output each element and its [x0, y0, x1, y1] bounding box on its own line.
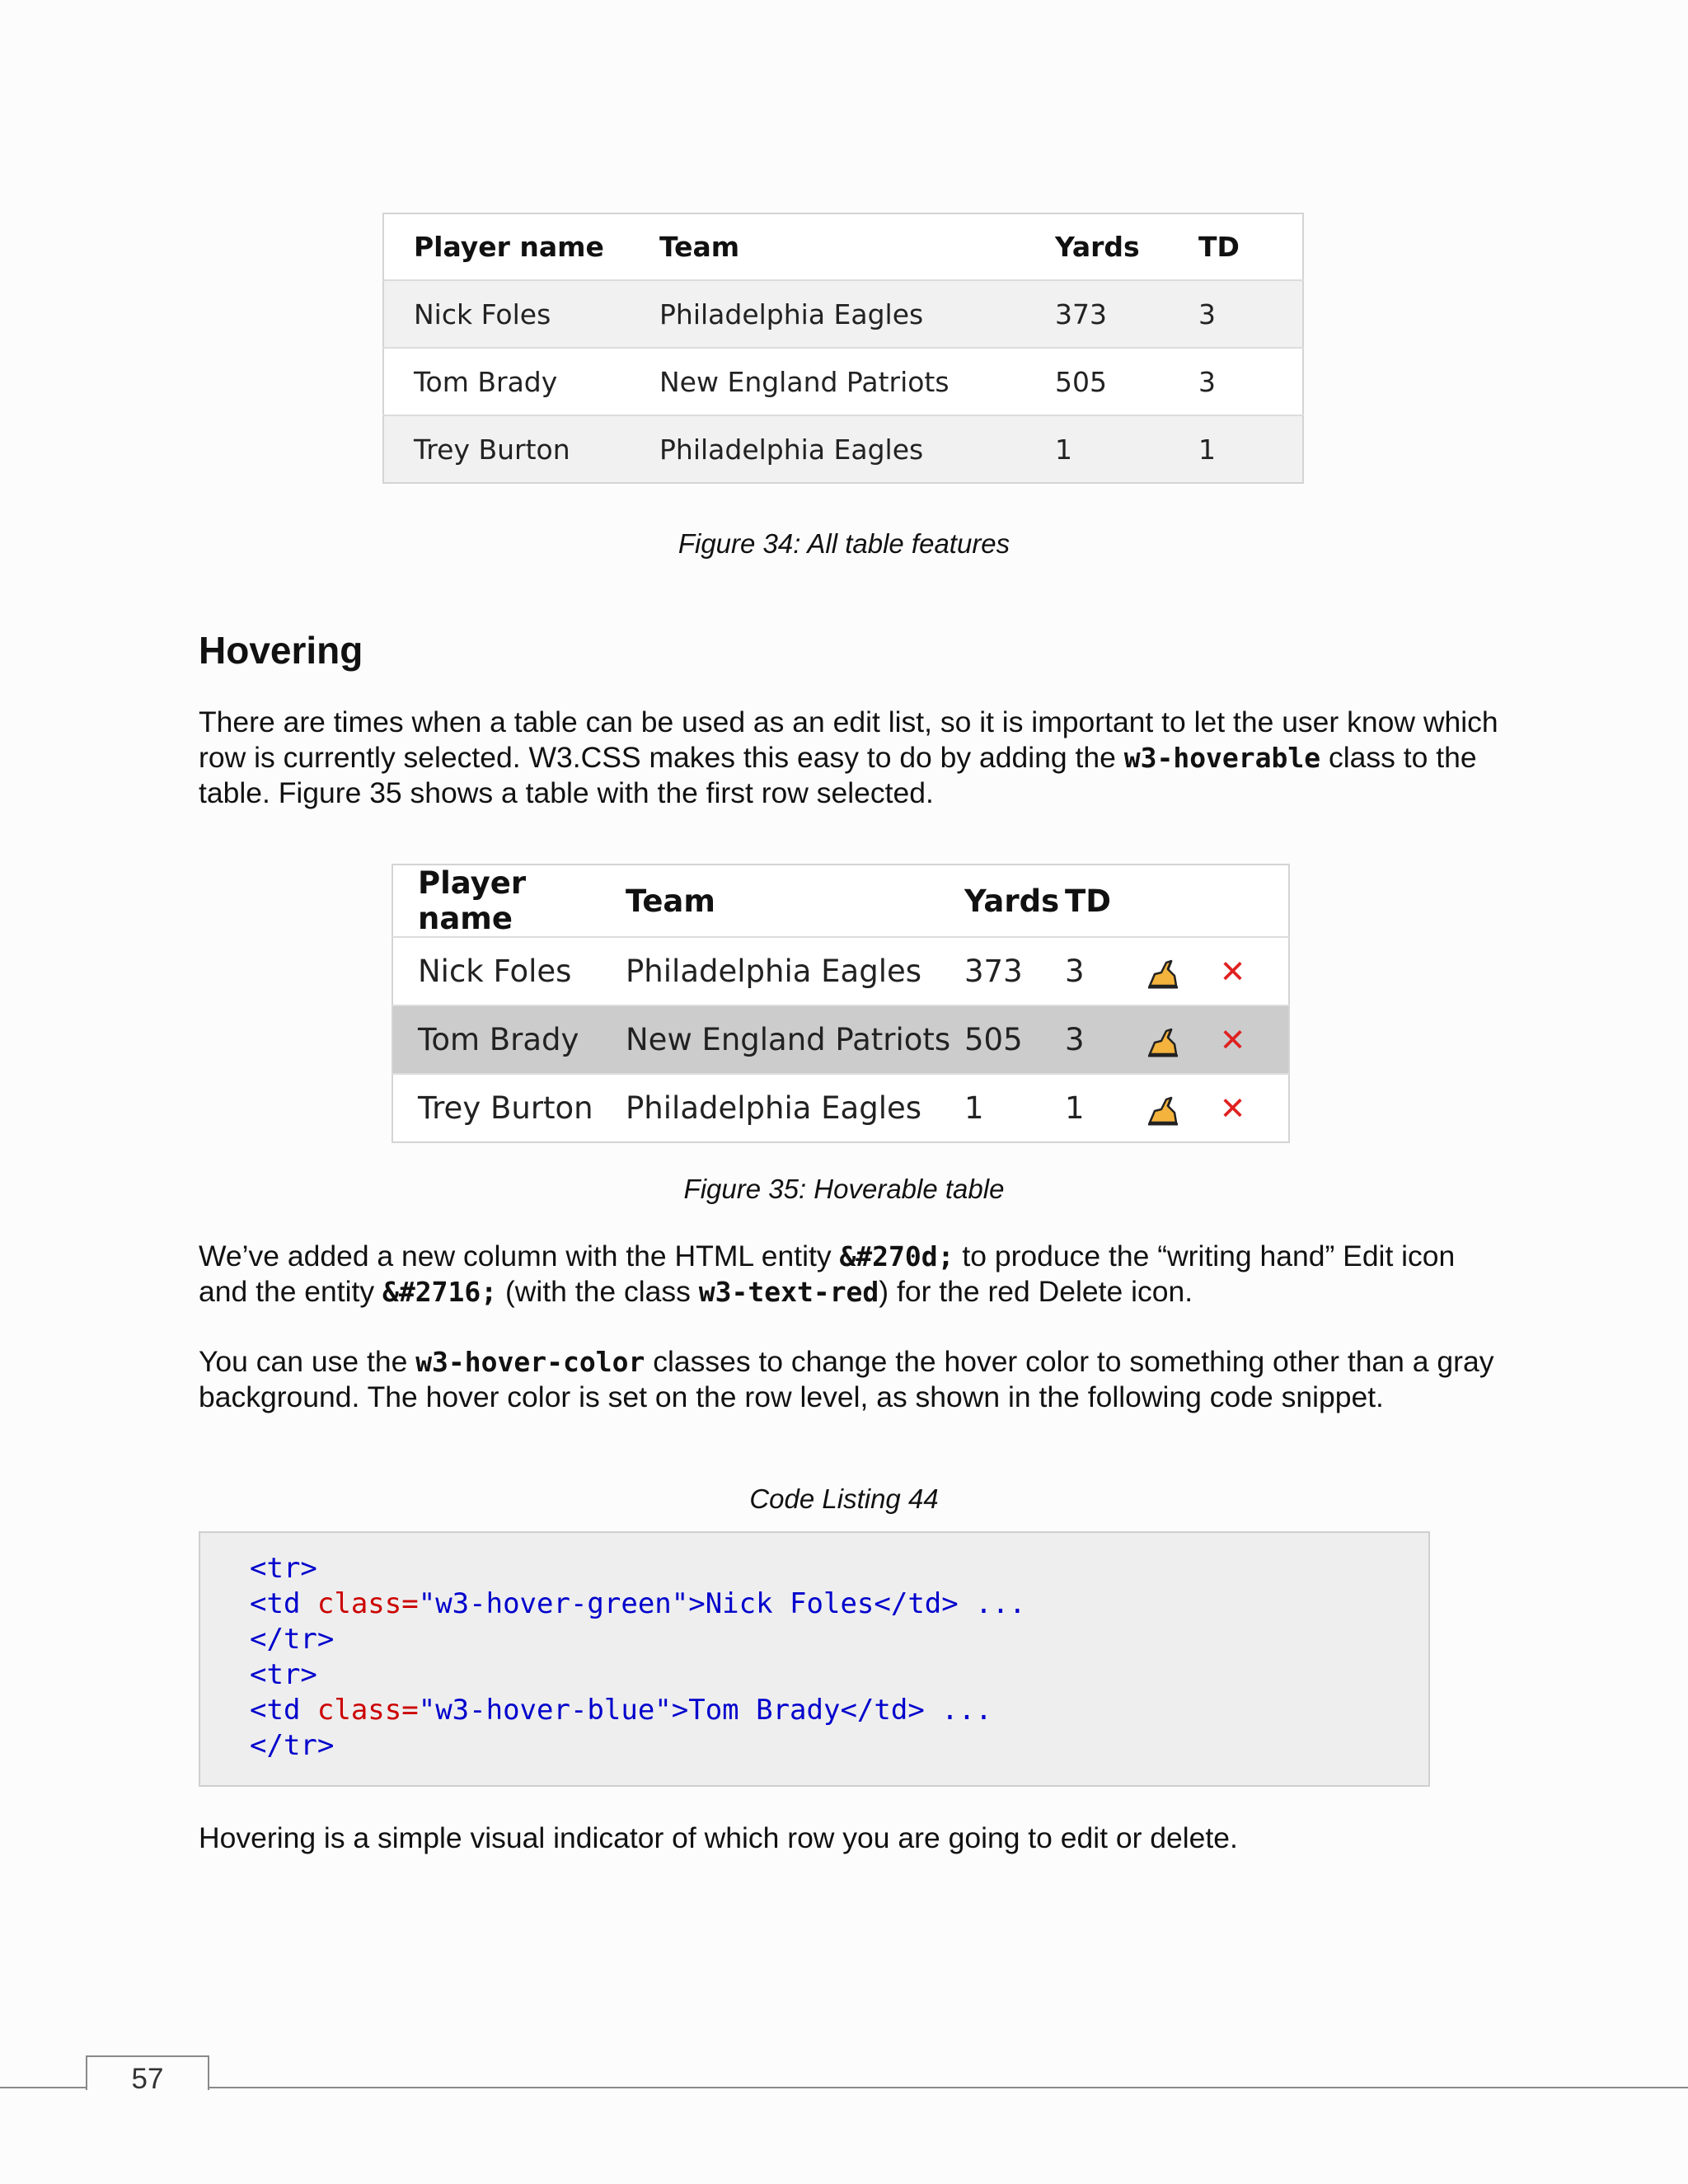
column-header: Team [626, 883, 715, 919]
paragraph-text: to produce the “writing hand” Edit icon and the entity [199, 1240, 1456, 1308]
inline-code: &#270d; [839, 1240, 954, 1272]
table-header-row [392, 865, 1289, 937]
table-cell: Trey Burton [383, 415, 659, 483]
page-number: 57 [86, 2055, 209, 2090]
table-cell: Philadelphia Eagles [626, 1074, 964, 1142]
table-row [383, 348, 1303, 415]
column-header-empty [1193, 865, 1289, 937]
paragraph [199, 1344, 1501, 1415]
table-cell: 373 [964, 937, 1065, 1005]
column-header: Player name [414, 231, 604, 263]
paragraph [199, 1239, 1501, 1310]
table-cell: Tom Brady [392, 1005, 626, 1074]
table-cell: New England Patriots [626, 1005, 964, 1074]
hoverable-table [392, 864, 1290, 1143]
table-cell: Philadelphia Eagles [626, 937, 964, 1005]
table-row[interactable] [392, 1074, 1289, 1142]
paragraph [199, 705, 1501, 811]
all-features-table [382, 213, 1304, 484]
table-cell: 1 [964, 1074, 1065, 1142]
code-listing-caption: Code Listing 44 [749, 1483, 939, 1514]
column-header: Yards [964, 883, 1060, 919]
writing-hand-icon[interactable] [1132, 1074, 1193, 1142]
code-line: <tr> [250, 1658, 317, 1691]
table-cell: New England Patriots [659, 348, 1055, 415]
code-line: <tr> [250, 1552, 317, 1585]
column-header: Yards [1055, 231, 1140, 263]
code-listing [199, 1531, 1430, 1787]
table-cell: 3 [1198, 280, 1303, 348]
code-line: </tr> [250, 1729, 335, 1762]
figure-caption: Figure 35: Hoverable table [683, 1174, 1005, 1204]
writing-hand-icon[interactable] [1132, 937, 1193, 1005]
paragraph-text: ) for the red Delete icon. [879, 1275, 1193, 1308]
paragraph-text: We’ve added a new column with the HTML entity [199, 1240, 840, 1272]
figure-caption: Figure 34: All table features [678, 528, 1010, 559]
code-token: <td [250, 1587, 317, 1620]
column-header: Player name [418, 865, 527, 936]
code-token: "w3-hover-blue">Tom Brady</td> ... [418, 1694, 992, 1727]
inline-code: &#2716; [382, 1276, 498, 1308]
table-cell: 1 [1198, 415, 1303, 483]
code-attribute: class= [316, 1694, 419, 1727]
inline-code: w3-text-red [698, 1276, 879, 1308]
table-cell: 373 [1055, 280, 1198, 348]
table-cell: Trey Burton [392, 1074, 626, 1142]
column-header: TD [1065, 883, 1111, 919]
paragraph-text: There are times when a table can be used as an edit list, so it is important to let the user know which row is currently selected. W3.CSS makes this easy to do by adding the [199, 705, 1498, 774]
code-token: <td [250, 1694, 317, 1727]
table-cell: 3 [1198, 348, 1303, 415]
code-attribute: class= [316, 1587, 419, 1620]
delete-x-icon[interactable]: ✕ [1193, 937, 1289, 1005]
inline-code: w3-hoverable [1123, 742, 1321, 774]
table-cell: Tom Brady [383, 348, 659, 415]
inline-code: w3-hover-color [415, 1346, 645, 1378]
code-line: </tr> [250, 1623, 335, 1656]
column-header-empty [1132, 865, 1193, 937]
table-cell: 505 [1055, 348, 1198, 415]
footer-rule [0, 2087, 1688, 2088]
code-block [250, 1551, 1026, 1764]
table-row [383, 415, 1303, 483]
table-header-row [383, 213, 1303, 280]
delete-x-icon[interactable]: ✕ [1193, 1074, 1289, 1142]
paragraph: Hovering is a simple visual indicator of which row you are going to edit or delete. [199, 1821, 1238, 1854]
column-header: Team [659, 231, 740, 263]
table-cell: 3 [1065, 937, 1132, 1005]
paragraph-text: class to the table. Figure 35 shows a table with the first row selected. [199, 741, 1477, 809]
paragraph-text: classes to change the hover color to something other than a gray background. The hover color is set on the row level, as shown in the following code snippet. [199, 1345, 1494, 1413]
table-row [383, 280, 1303, 348]
paragraph-text: You can use the [199, 1345, 416, 1378]
table-cell: Philadelphia Eagles [659, 415, 1055, 483]
writing-hand-icon[interactable] [1132, 1005, 1193, 1074]
table-cell: Philadelphia Eagles [659, 280, 1055, 348]
table-cell: 1 [1065, 1074, 1132, 1142]
delete-x-icon[interactable]: ✕ [1193, 1005, 1289, 1074]
table-cell: 505 [964, 1005, 1065, 1074]
table-cell: 3 [1065, 1005, 1132, 1074]
paragraph-text: (with the class [497, 1275, 699, 1308]
table-cell: 1 [1055, 415, 1198, 483]
section-heading: Hovering [199, 629, 363, 672]
column-header: TD [1198, 231, 1240, 263]
code-token: "w3-hover-green">Nick Foles</td> ... [418, 1587, 1026, 1620]
table-cell: Nick Foles [383, 280, 659, 348]
table-cell: Nick Foles [392, 937, 626, 1005]
table-row[interactable] [392, 937, 1289, 1005]
table-row-selected[interactable] [392, 1005, 1289, 1074]
